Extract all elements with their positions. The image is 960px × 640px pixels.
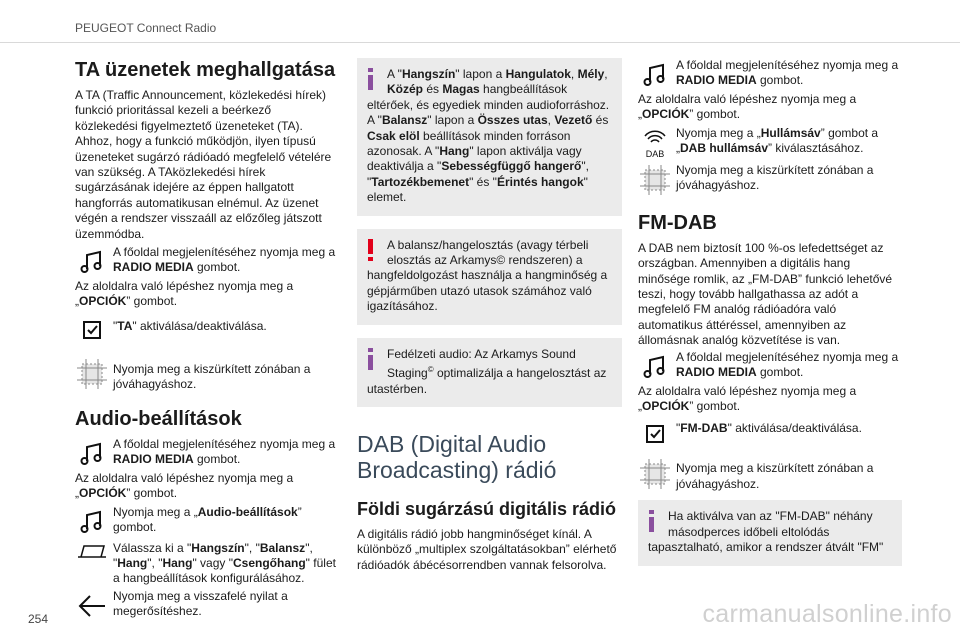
ta-step1-text: A főoldal megjelenítéséhez nyomja meg a — [113, 245, 336, 260]
info-text-run: Vezető — [554, 113, 593, 128]
fm-step1-text: A főoldal megjelenítéséhez nyomja meg a — [676, 349, 899, 364]
fm-dab-text: A DAB nem biztosít 100 %-os lefedettséget az országban. Amennyiben a digitális hang minősége romlik, az „FM-DAB” funkció lehetővé teszi, hogy tovább hallgathassa az adót a megfelelő FM analóg rádióadóra való automatikus áttéréssel, amennyiben az állomásnak analóg közvetítése is van. — [638, 240, 893, 348]
music-note-icon — [75, 245, 109, 279]
dab-step1-text: A főoldal megjelenítéséhez nyomja meg a — [676, 58, 899, 72]
options-label: OPCIÓK — [79, 294, 127, 309]
info-text-run: Összes utas — [477, 113, 548, 128]
column-2 — [357, 58, 622, 573]
info-icon — [367, 348, 381, 374]
info-text-run: Hangszín — [401, 67, 456, 81]
music-note-icon — [75, 505, 109, 539]
info-text-run: " lapon a — [455, 67, 506, 81]
dab-step-radio-media — [638, 58, 902, 92]
ta-step-toggle — [75, 313, 337, 347]
radio-media-label: RADIO MEDIA — [676, 73, 757, 88]
fm-toggle-q1: " — [676, 421, 681, 436]
info-text-run: beállítások minden forráson azonosak. A " — [367, 128, 571, 159]
music-note-icon — [75, 437, 109, 471]
info-text-run: Mély — [577, 67, 605, 81]
info-icon — [367, 68, 381, 94]
info-text-run: " lapon aktiválja vagy deaktiválja a " — [367, 144, 582, 174]
info-box-sound-settings — [357, 58, 622, 216]
audio-back-text: Nyomja meg a visszafelé nyilat a megerősítéshez. — [113, 588, 288, 619]
audio-step-back — [75, 589, 337, 623]
dab-step-band — [638, 126, 902, 160]
audio-step1-suffix: gombot. — [193, 452, 241, 467]
info-text-run: Hangulatok — [505, 67, 571, 81]
info-icon — [648, 510, 662, 536]
fm-step-toggle — [638, 417, 902, 451]
tab-hang-label: Hang — [117, 555, 148, 570]
band-text-c: ” kiválasztásához. — [768, 141, 864, 156]
info-text-run: Hang — [439, 144, 470, 159]
options-label: OPCIÓK — [642, 107, 690, 122]
tabs-sep-4: " vagy " — [192, 555, 233, 570]
header-divider — [0, 42, 960, 43]
grey-zone-icon — [638, 163, 672, 197]
arkamys-text-b: optimalizálja a hangelosztást az utastérben. — [367, 366, 607, 396]
info-text-run: Érintés hangok — [496, 174, 584, 189]
grey-zone-icon — [638, 457, 672, 491]
audio-step-settings — [75, 505, 337, 539]
audio-options-suffix: ” gombot. — [126, 486, 178, 501]
ta-toggle-text: " aktiválása/deaktiválása. — [132, 318, 267, 333]
music-note-icon — [638, 58, 672, 92]
dab-options-suffix: ” gombot. — [689, 107, 741, 122]
fm-step1-suffix: gombot. — [756, 365, 804, 380]
options-label: OPCIÓK — [642, 399, 690, 414]
tab-icon — [75, 541, 109, 561]
fm-dab-heading: FM-DAB — [638, 211, 717, 234]
ta-step1-suffix: gombot. — [193, 260, 241, 275]
dab-confirm-text: Nyomja meg a kiszürkített zónában a jóváhagyáshoz. — [676, 162, 874, 193]
info-text-run: Közép — [387, 82, 423, 97]
info-box-arkamys — [357, 338, 622, 407]
info-text-run: Magas — [442, 82, 480, 97]
copyright-mark: © — [427, 365, 434, 375]
tabs-text-end: " fület a hangbeállítások konfigurálásához. — [113, 555, 336, 586]
info-text-run: és — [592, 113, 609, 128]
dab-options-para — [638, 92, 902, 123]
terrestrial-heading: Földi sugárzású digitális rádió — [357, 498, 617, 519]
column-3 — [638, 58, 902, 579]
dab-step1-suffix: gombot. — [756, 73, 804, 88]
fm-options-text: Az aloldalra való lépéshez nyomja meg a „ — [638, 383, 857, 414]
radio-media-label: RADIO MEDIA — [676, 365, 757, 380]
audio-settings-text: Nyomja meg a „ — [113, 504, 198, 519]
audio-settings-suffix: ” gombot. — [113, 504, 302, 534]
info-text-run: , — [604, 67, 608, 81]
audio-heading: Audio-beállítások — [75, 407, 242, 430]
back-arrow-icon — [75, 589, 109, 623]
info-text-run: A " — [387, 67, 402, 81]
watermark: carmanualsonline.info — [702, 600, 952, 628]
tabs-sep-3: ", " — [147, 555, 163, 570]
audio-step-tabs — [75, 541, 337, 587]
info-text-run: Tartozékbemenet — [371, 174, 470, 189]
info-text-run: , — [547, 113, 555, 128]
dab-radio-icon — [638, 126, 672, 160]
grey-zone-icon — [75, 357, 109, 391]
sound-settings-info-text — [367, 67, 612, 206]
arkamys-text-a: Fedélzeti audio: Az Arkamys Sound Staging — [387, 346, 576, 381]
audio-options-para — [75, 471, 337, 502]
audio-settings-label: Audio-beállítások — [197, 504, 298, 519]
dab-icon-label: DAB — [645, 148, 665, 159]
dab-options-text: Az aloldalra való lépéshez nyomja meg a „ — [638, 92, 857, 122]
dab-band-label: DAB hullámsáv — [680, 141, 769, 156]
tabs-sep-1: ", " — [244, 540, 260, 555]
ta-step-radio-media — [75, 245, 337, 279]
band-text-b: ” gombot a „ — [676, 125, 879, 156]
info-text-run: " elemet. — [367, 174, 588, 205]
tab-csengohang-label: Csengőhang — [233, 555, 306, 570]
info-text-run: " lapon a — [427, 113, 478, 128]
fm-dab-label: FM-DAB — [680, 421, 728, 436]
ta-step-confirm — [75, 357, 337, 393]
info-box-fm-dab — [638, 500, 902, 565]
ta-options-text: Az aloldalra való lépéshez nyomja meg a „ — [75, 279, 294, 309]
header-title: PEUGEOT Connect Radio — [75, 21, 217, 35]
info-text-run: Csak elöl — [367, 128, 420, 143]
fm-step-radio-media — [638, 350, 902, 384]
ta-toggle-q1: " — [113, 318, 118, 333]
warning-icon — [367, 239, 381, 265]
ta-options-suffix: ” gombot. — [126, 294, 178, 309]
audio-options-text: Az aloldalra való lépéshez nyomja meg a „ — [75, 470, 294, 501]
ta-confirm-text: Nyomja meg a kiszürkített zónában a jóváhagyáshoz. — [113, 361, 311, 392]
warning-box-balance — [357, 229, 622, 325]
tab-hang-label-2: Hang — [162, 555, 193, 570]
info-text-run: " és " — [469, 174, 497, 189]
band-text-a: Nyomja meg a „ — [676, 125, 761, 140]
fm-dab-info-text: Ha aktiválva van az "FM-DAB" néhány másodperces időbeli eltolódás tapasztalható, amikor a rendszer átvált "FM" — [648, 509, 884, 555]
ta-options-para — [75, 279, 337, 310]
dab-step-confirm — [638, 163, 902, 197]
checkbox-icon — [75, 313, 109, 347]
radio-media-label: RADIO MEDIA — [113, 452, 194, 467]
tab-balansz-label: Balansz — [259, 540, 306, 555]
fm-step-confirm — [638, 457, 902, 492]
column-1 — [75, 58, 337, 623]
checkbox-icon — [638, 417, 672, 451]
fm-options-para — [638, 384, 902, 415]
tab-hangszin-label: Hangszín — [191, 540, 245, 555]
page-number: 254 — [28, 612, 49, 626]
fm-toggle-text: " aktiválása/deaktiválása. — [727, 421, 862, 436]
terrestrial-text: A digitális rádió jobb hangminőséget kínál. A különböző „multiplex szolgáltatásokban” elérhető rádióadók ábécésorrendben vannak felsorolva. — [357, 526, 617, 572]
ta-heading: TA üzenetek meghallgatása — [75, 59, 336, 81]
tabs-text-a: Válassza ki a " — [113, 540, 192, 555]
audio-step-radio-media — [75, 437, 337, 471]
info-text-run: Sebességfüggő hangerő — [441, 159, 582, 174]
ta-label: TA — [117, 318, 133, 333]
ta-intro: A TA (Traffic Announcement, közlekedési hírek) funkció prioritással kezeli a beérkező közlekedési figyelmeztető üzeneteket (TA). Ahhoz, hogy a funkció működjön, ilyen típusú üzeneteket sugárzó rádióadó megfelelő vételére van szükség. A TAközlekedési hírek sugárzásának idejére az éppen hallgatott hangforrás automatikusan elnémul. Az üzenet végén a rendszer visszaáll az előzőleg játszott üzemmódba. — [75, 88, 332, 241]
options-label: OPCIÓK — [79, 486, 127, 501]
info-text-run: hangbeállítások eltérőek, és egyediek minden audioforráshoz. A " — [367, 82, 610, 128]
fm-options-suffix: ” gombot. — [689, 399, 741, 414]
info-text-run: Balansz — [381, 113, 428, 128]
arkamys-info-text — [367, 347, 612, 397]
audio-step1-text: A főoldal megjelenítéséhez nyomja meg a — [113, 436, 336, 451]
radio-media-label: RADIO MEDIA — [113, 260, 194, 275]
tabs-sep-2: ", " — [113, 540, 313, 570]
balance-warning-text: A balansz/hangelosztás (avagy térbeli elosztás az Arkamys© rendszeren) a hangfeldolgozást használja a hangminőség a gépjárműben utazó utasok számához való igazításához. — [367, 237, 608, 314]
band-label: Hullámsáv — [760, 125, 821, 140]
info-text-run: , — [570, 67, 578, 81]
music-note-icon — [638, 350, 672, 384]
fm-confirm-text: Nyomja meg a kiszürkített zónában a jóváhagyáshoz. — [676, 461, 874, 491]
dab-heading: DAB (Digital Audio Broadcasting) rádió — [357, 430, 557, 483]
info-text-run: és — [423, 82, 443, 97]
info-text-run: ", " — [367, 159, 589, 189]
